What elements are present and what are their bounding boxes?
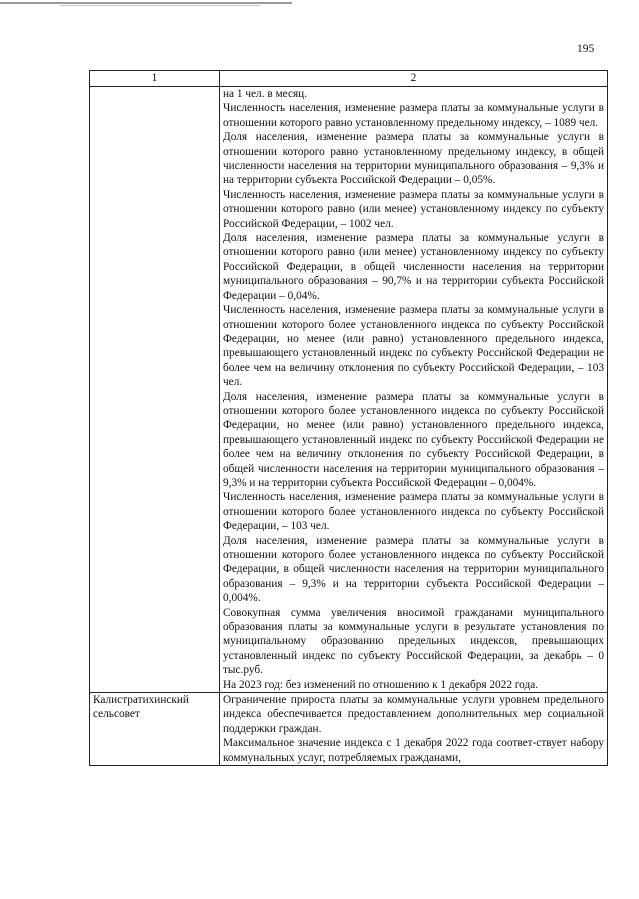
page-number: 195 (577, 43, 595, 55)
paragraph: на 1 чел. в месяц. (223, 88, 308, 100)
paragraph: Доля населения, изменение размера платы за коммунальные услуги в отношении которого равно установленному предельному индексу, в общей численности населения на территории муниципального образования – 9,3% и на территории субъекта Российской Федерации – 0,05%. (223, 131, 604, 187)
column-header-2: 2 (220, 71, 608, 87)
scan-edge-mark-secondary (60, 5, 260, 6)
paragraph: Численность населения, изменение размера платы за коммунальные услуги в отношении которого равно (или менее) установленному индексу по субъекту Российской Федерации, – 1002 чел. (223, 188, 604, 230)
table-row (90, 693, 608, 766)
subject-cell (90, 87, 220, 693)
paragraph: Доля населения, изменение размера платы за коммунальные услуги в отношении которого равно (или менее) установленному индексу по субъекту Российской Федерации, в общей численности населения на территории муниципального образования – 90,7% и на территории субъекта Российской Федерации – 0,04%. (223, 232, 604, 302)
subject-name: Калистратихинский сельсовет (93, 694, 189, 721)
column-header-1: 1 (90, 71, 220, 87)
table-header-row (90, 71, 608, 87)
paragraph: Доля населения, изменение размера платы за коммунальные услуги в отношении которого более установленного индекса по субъекту Российской Федерации, но менее (или равно) установленного предельного индекса, превышающего установленный индекс по субъекту Российской Федерации не более чем на величину отклонения по субъекту Российской Федерации, в общей численности населения на территории муниципального образования – 9,3% и на территории субъекта Российской Федерации – 0,004%. (223, 390, 604, 489)
content-cell (220, 87, 608, 693)
content-cell (220, 693, 608, 766)
paragraph: Доля населения, изменение размера платы за коммунальные услуги в отношении которого более установленного индекса по субъекту Российской Федерации, в общей численности населения на территории муниципального образования – 9,3% и на территории субъекта Российской Федерации – 0,004%. (223, 534, 604, 605)
document-table (89, 70, 608, 766)
paragraph: Численность населения, изменение размера платы за коммунальные услуги в отношении которого более установленного индекса по субъекту Российской Федерации, – 103 чел. (223, 491, 604, 533)
paragraph: Максимальное значение индекса с 1 декабря 2022 года соответ-ствует набору коммунальных услуг, потребляемых гражданами, (223, 737, 604, 764)
paragraph: Численность населения, изменение размера платы за коммунальные услуги в отношении которого более установленного индекса по субъекту Российской Федерации, но менее (или равно) установленного предельного индекса, превышающего установленный индекс по субъекту Российской Федерации не более чем на величину отклонения по субъекту Российской Федерации, – 103 чел. (223, 304, 604, 389)
table-row (90, 87, 608, 693)
paragraph: Совокупная сумма увеличения вносимой гражданами муниципального образования платы за коммунальные услуги в результате установления по муниципальному образованию предельных индексов, превышающих установленный индекс по субъекту Российской Федерации, за декабрь – 0 тыс.руб. (223, 606, 604, 677)
paragraph: Ограничение прироста платы за коммунальные услуги уровнем предельного индекса обеспечивается предоставлением дополнительных мер социальной поддержки граждан. (223, 694, 604, 735)
paragraph: Численность населения, изменение размера платы за коммунальные услуги в отношении которого равно установленному предельному индексу, – 1089 чел. (223, 102, 604, 129)
subject-cell (90, 693, 220, 766)
paragraph: На 2023 год: без изменений по отношению к 1 декабря 2022 года. (223, 678, 539, 691)
scan-edge-mark (0, 2, 292, 4)
